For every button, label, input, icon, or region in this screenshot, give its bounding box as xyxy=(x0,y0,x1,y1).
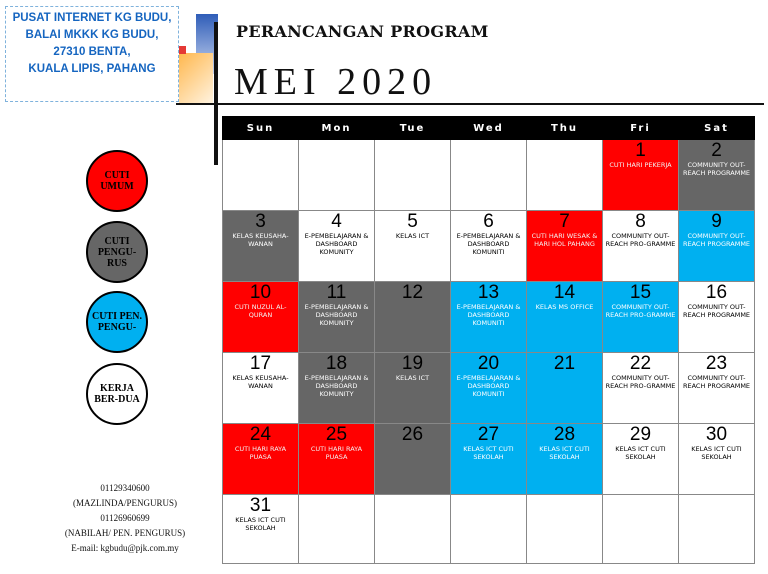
calendar-day-cell xyxy=(679,282,755,353)
day-number: 1 xyxy=(635,140,646,161)
day-event: KELAS KEUSAHA-WANAN xyxy=(232,232,289,248)
day-number: 22 xyxy=(629,353,652,374)
day-number: 15 xyxy=(629,282,652,303)
calendar-week-row xyxy=(223,424,755,495)
day-event: COMMUNITY OUT-REACH PROGRAMME xyxy=(682,374,751,390)
calendar-day-cell xyxy=(299,353,375,424)
calendar-day-cell xyxy=(527,353,603,424)
legend-cuti-umum: CUTI UMUM xyxy=(86,150,148,212)
calendar-empty-cell xyxy=(527,495,603,564)
day-number: 30 xyxy=(705,424,728,445)
day-number: 26 xyxy=(401,424,424,445)
deco-red-square xyxy=(179,46,186,54)
day-number: 4 xyxy=(331,211,342,232)
day-event: E-PEMBELAJARAN & DASHBOARD KOMUNITI xyxy=(456,374,521,398)
day-event: KELAS ICT CUTI SEKOLAH xyxy=(539,445,590,461)
calendar-day-cell xyxy=(223,424,299,495)
calendar-day-cell xyxy=(451,282,527,353)
day-number: 11 xyxy=(326,282,347,303)
calendar-day-cell xyxy=(451,353,527,424)
calendar-day-cell xyxy=(223,211,299,282)
calendar-week-row xyxy=(223,495,755,564)
organisation-address-box xyxy=(5,6,179,102)
calendar-empty-cell xyxy=(299,495,375,564)
calendar-day-cell xyxy=(603,140,679,211)
org-line-2: BALAI MKKK KG BUDU, xyxy=(25,29,159,41)
day-event: COMMUNITY OUT-REACH PRO-GRAMME xyxy=(605,232,676,248)
day-number: 14 xyxy=(553,282,576,303)
day-number: 18 xyxy=(325,353,348,374)
weekday-sat: Sat xyxy=(679,117,755,140)
calendar-day-cell xyxy=(375,424,451,495)
calendar-empty-cell xyxy=(375,140,451,211)
weekday-mon: Mon xyxy=(299,117,375,140)
day-number: 31 xyxy=(249,495,272,516)
weekday-thu: Thu xyxy=(527,117,603,140)
day-number: 24 xyxy=(249,424,272,445)
calendar-day-cell xyxy=(451,424,527,495)
calendar-day-cell xyxy=(299,282,375,353)
day-number: 29 xyxy=(629,424,652,445)
day-event: KELAS ICT CUTI SEKOLAH xyxy=(235,516,286,532)
day-number: 27 xyxy=(477,424,500,445)
day-number: 12 xyxy=(401,282,424,303)
day-number: 28 xyxy=(553,424,576,445)
calendar-week-row xyxy=(223,353,755,424)
day-event: E-PEMBELAJARAN & DASHBOARD KOMUNITY xyxy=(304,232,369,256)
calendar-day-cell xyxy=(527,282,603,353)
weekday-fri: Fri xyxy=(603,117,679,140)
org-line-3: 27310 BENTA, xyxy=(53,46,131,58)
day-number: 3 xyxy=(255,211,266,232)
calendar-day-cell xyxy=(527,424,603,495)
calendar-day-cell xyxy=(603,211,679,282)
calendar-grid xyxy=(222,116,755,564)
day-event: COMMUNITY OUT-REACH PROGRAMME xyxy=(682,232,751,248)
day-number: 19 xyxy=(401,353,424,374)
weekday-header-row xyxy=(223,117,755,140)
day-event: COMMUNITY OUT-REACH PROGRAMME xyxy=(682,161,751,177)
contact-phone-1: 01129340600 xyxy=(100,483,150,493)
day-number: 17 xyxy=(249,353,272,374)
calendar-day-cell xyxy=(299,211,375,282)
calendar-week-row xyxy=(223,211,755,282)
calendar-empty-cell xyxy=(223,140,299,211)
day-event: KELAS ICT CUTI SEKOLAH xyxy=(463,445,514,461)
month-heading: MEI 2020 xyxy=(234,61,438,103)
calendar-empty-cell xyxy=(527,140,603,211)
calendar-day-cell xyxy=(375,282,451,353)
day-number: 2 xyxy=(711,140,722,161)
calendar-empty-cell xyxy=(451,140,527,211)
day-event: KELAS KEUSAHA-WANAN xyxy=(232,374,289,390)
day-number: 21 xyxy=(553,353,576,374)
calendar-day-cell xyxy=(679,211,755,282)
contact-name-1: (MAZLINDA/PENGURUS) xyxy=(73,498,177,508)
day-event: COMMUNITY OUT-REACH PRO-GRAMME xyxy=(605,303,676,319)
day-number: 20 xyxy=(477,353,500,374)
calendar-day-cell xyxy=(223,495,299,564)
calendar-day-cell xyxy=(451,211,527,282)
horizontal-rule xyxy=(176,103,764,105)
calendar-day-cell xyxy=(679,140,755,211)
deco-orange-square xyxy=(179,53,213,103)
legend-cuti-pen-pengurus: CUTI PEN. PENGU- xyxy=(86,291,148,353)
day-event: COMMUNITY OUT-REACH PRO-GRAMME xyxy=(605,374,676,390)
day-number: 8 xyxy=(635,211,646,232)
day-event: CUTI HARI RAYA PUASA xyxy=(310,445,363,461)
day-event: E-PEMBELAJARAN & DASHBOARD KOMUNITI xyxy=(456,232,521,256)
calendar-day-cell xyxy=(223,282,299,353)
calendar-day-cell xyxy=(527,211,603,282)
calendar-day-cell xyxy=(679,353,755,424)
day-number: 10 xyxy=(249,282,272,303)
calendar-empty-cell xyxy=(375,495,451,564)
calendar-day-cell xyxy=(375,353,451,424)
calendar-empty-cell xyxy=(603,495,679,564)
day-event: KELAS ICT xyxy=(395,374,430,382)
calendar-day-cell xyxy=(603,282,679,353)
contact-email[interactable]: E-mail: kgbudu@pjk.com.my xyxy=(71,543,179,553)
contact-phone-2: 01126960699 xyxy=(100,513,150,523)
day-event: E-PEMBELAJARAN & DASHBOARD KOMUNITI xyxy=(456,303,521,327)
calendar-day-cell xyxy=(299,424,375,495)
calendar-week-row xyxy=(223,140,755,211)
calendar-day-cell xyxy=(603,353,679,424)
weekday-tue: Tue xyxy=(375,117,451,140)
day-number: 23 xyxy=(705,353,728,374)
contact-name-2: (NABILAH/ PEN. PENGURUS) xyxy=(64,528,186,538)
day-event: E-PEMBELAJARAN & DASHBOARD KOMUNITY xyxy=(304,303,369,327)
calendar-week-row xyxy=(223,282,755,353)
contact-info xyxy=(40,481,210,556)
day-number: 6 xyxy=(483,211,494,232)
day-number: 5 xyxy=(407,211,418,232)
org-line-1: PUSAT INTERNET KG BUDU, xyxy=(12,12,172,24)
calendar-day-cell xyxy=(223,353,299,424)
vertical-rule xyxy=(214,22,218,165)
day-event: KELAS MS OFFICE xyxy=(535,303,594,311)
page-title: PERANCANGAN PROGRAM xyxy=(236,22,489,41)
day-number: 9 xyxy=(711,211,722,232)
day-event: CUTI HARI RAYA PUASA xyxy=(234,445,287,461)
day-event: KELAS ICT CUTI SEKOLAH xyxy=(691,445,742,461)
calendar-empty-cell xyxy=(679,495,755,564)
day-event: COMMUNITY OUT-REACH PROGRAMME xyxy=(682,303,751,319)
day-number: 16 xyxy=(705,282,728,303)
legend-kerja-berdua: KERJA BER-DUA xyxy=(86,363,148,425)
calendar-empty-cell xyxy=(299,140,375,211)
day-number: 13 xyxy=(477,282,500,303)
calendar-day-cell xyxy=(679,424,755,495)
calendar-day-cell xyxy=(603,424,679,495)
calendar-empty-cell xyxy=(451,495,527,564)
day-event: CUTI NUZUL AL-QURAN xyxy=(234,303,287,319)
day-event: KELAS ICT xyxy=(395,232,430,240)
org-line-4: KUALA LIPIS, PAHANG xyxy=(28,63,156,75)
day-number: 7 xyxy=(559,211,570,232)
day-event: KELAS ICT CUTI SEKOLAH xyxy=(615,445,666,461)
day-event: E-PEMBELAJARAN & DASHBOARD KOMUNITY xyxy=(304,374,369,398)
day-event: CUTI HARI PEKERJA xyxy=(609,161,672,169)
calendar-day-cell xyxy=(375,211,451,282)
weekday-wed: Wed xyxy=(451,117,527,140)
day-number: 25 xyxy=(325,424,348,445)
day-event: CUTI HARI WESAK & HARI HOL PAHANG xyxy=(531,232,598,248)
legend-cuti-pengurus: CUTI PENGU-RUS xyxy=(86,221,148,283)
weekday-sun: Sun xyxy=(223,117,299,140)
